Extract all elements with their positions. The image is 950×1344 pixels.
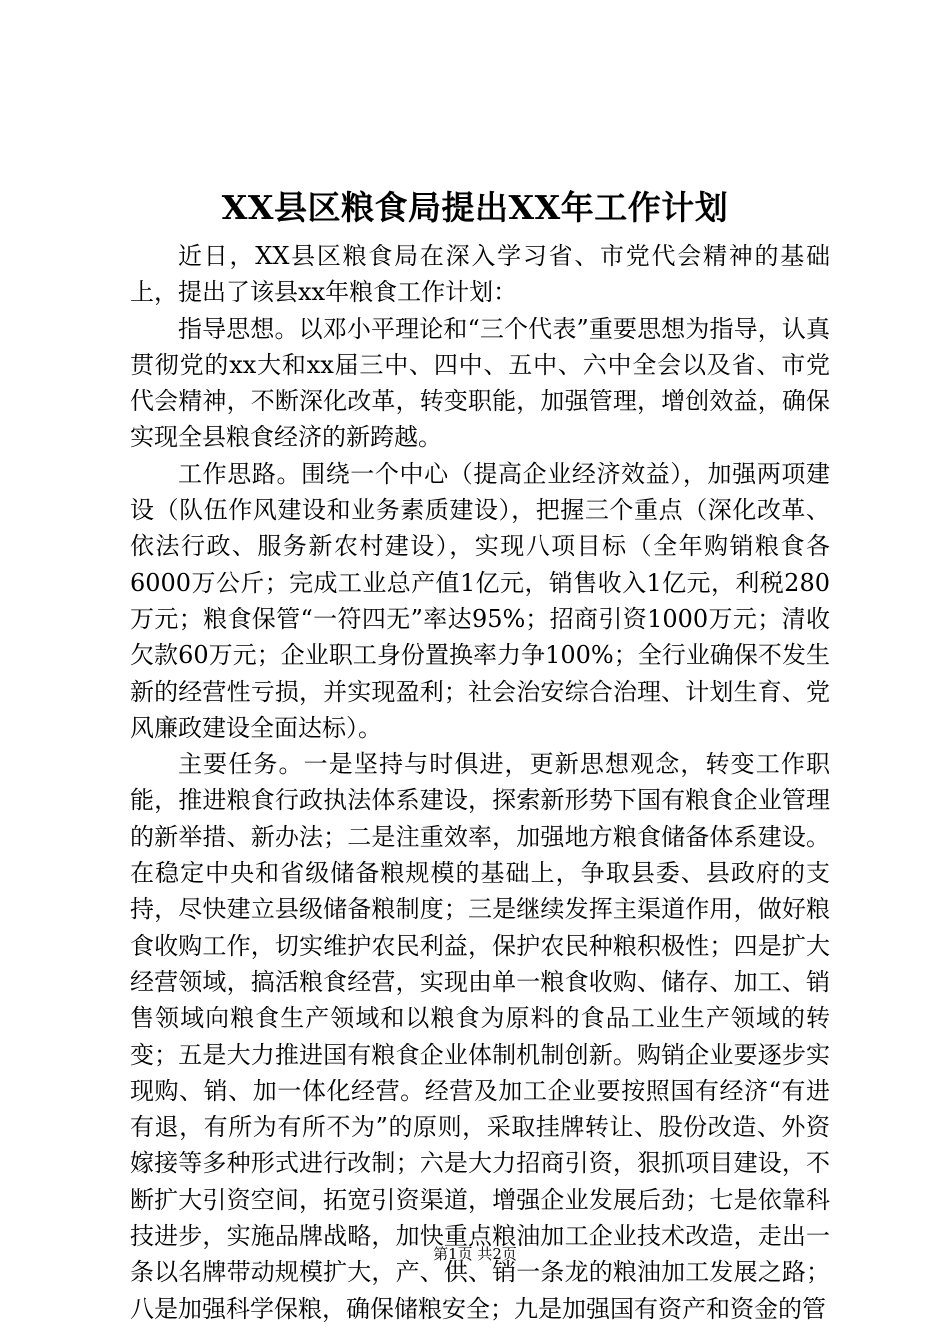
- document-body: [130, 238, 830, 1327]
- paragraph-work-approach: 工作思路。围绕一个中心（提高企业经济效益），加强两项建设（队伍作风建设和业务素质建设），把握三个重点（深化改革、依法行政、服务新农村建设），实现八项目标（全年购销粮食各6000万公斤；完成工业总产值1亿元，销售收入1亿元，利税280万元；粮食保管“一符四无”率达95%；招商引资1000万元；清收欠款60万元；企业职工身份置换率力争100%；全行业确保不发生新的经营性亏损，并实现盈利；社会治安综合治理、计划生育、党风廉政建设全面达标）。: [130, 459, 830, 742]
- paragraph-guiding-ideology: 指导思想。以邓小平理论和“三个代表”重要思想为指导，认真贯彻党的xx大和xx届三中、四中、五中、六中全会以及省、市党代会精神，不断深化改革，转变职能，加强管理，增创效益，确保实现全县粮食经济的新跨越。: [130, 314, 830, 452]
- paragraph-intro: 近日，XX县区粮食局在深入学习省、市党代会精神的基础上，提出了该县xx年粮食工作计划：: [130, 242, 830, 307]
- page-footer: 第1页 共2页: [433, 1245, 517, 1263]
- document-title: XX县区粮食局提出XX年工作计划: [221, 188, 729, 227]
- paragraph-main-tasks: 主要任务。一是坚持与时俱进，更新思想观念，转变工作职能，推进粮食行政执法体系建设，探索新形势下国有粮食企业管理的新举措、新办法；二是注重效率，加强地方粮食储备体系建设。在稳定中央和省级储备粮规模的基础上，争取县委、县政府的支持，尽快建立县级储备粮制度；三是继续发挥主渠道作用，做好粮食收购工作，切实维护农民利益，保护农民种粮积极性；四是扩大经营领域，搞活粮食经营，实现由单一粮食收购、储存、加工、销售领域向粮食生产领域和以粮食为原料的食品工业生产领域的转变；五是大力推进国有粮食企业体制机制创新。购销企业要逐步实现购、销、加一体化经营。经营及加工企业要按照国有经济“有进有退，有所为有所不为”的原则，采取挂牌转让、股份改造、外资嫁接等多种形式进行改制；六是大力招商引资，狠抓项目建设，不断扩大引资空间，拓宽引资渠道，增强企业发展后劲；七是依靠科技进步，实施品牌战略，加快重点粮油加工企业技术改造，走出一条以名牌带动规模扩大，产、供、销一条龙的粮油加工发展之路；八是加强科学保粮，确保储粮安全；九是加强国有资产和资金的管: [130, 750, 830, 1323]
